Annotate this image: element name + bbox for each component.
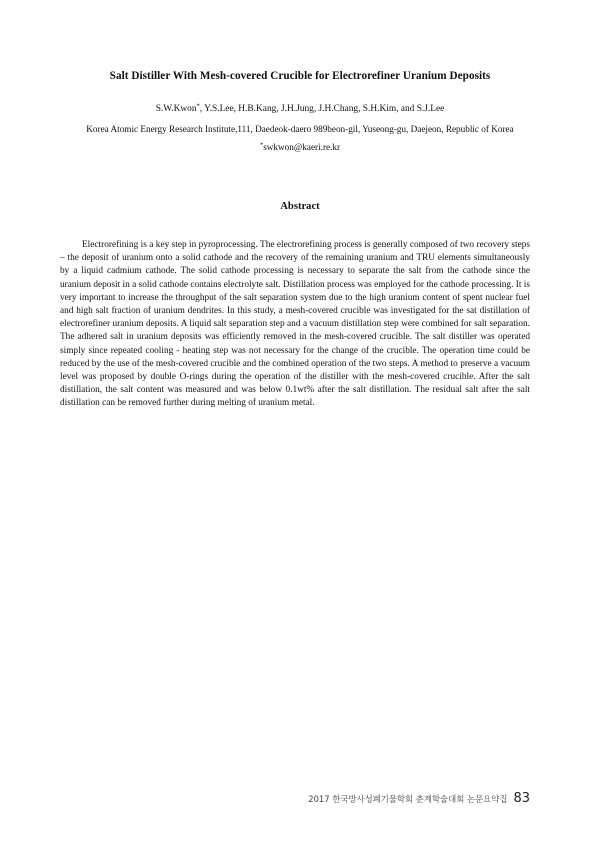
email-address: swkwon@kaeri.re.kr — [263, 142, 341, 152]
author-list — [40, 104, 560, 114]
abstract-heading: Abstract — [280, 201, 320, 212]
abstract-body: Electrorefining is a key step in pyroprocessing. The electrorefining process is generally composed of two recovery steps – the deposit of uranium onto a solid cathode and the recovery of the remaining uranium and TRU elements simultaneously by a liquid cadmium cathode. The solid cathode processing is necessary to separate the salt from the cathode since the uranium deposit in a solid cathode contains electrolyte salt. Distillation process was employed for the cathode processing. It is very important to increase the throughput of the salt separation system due to the high uranium content of spent nuclear fuel and high salt fraction of uranium dendrites. In this study, a mesh-covered crucible was investigated for the sat distillation of electrorefiner uranium deposits. A liquid salt separation step and a vacuum distillation step were combined for salt separation. The adhered salt in uranium deposits was efficiently removed in the mesh-covered crucible. The salt distiller was operated simply since repeated cooling - heating step was not necessary for the change of the crucible. The operation time could be reduced by the use of the mesh-covered crucible and the combined operation of the two steps. A method to preserve a vacuum level was proposed by double O-rings during the operation of the distiller with the mesh-covered crucible. After the salt distillation, the salt content was measured and was below 0.1wt% after the salt distillation. The residual salt after the salt distillation can be removed further during melting of uranium metal. — [60, 240, 530, 409]
paper-title: Salt Distiller With Mesh-covered Crucible for Electrorefiner Uranium Deposits — [109, 70, 491, 82]
first-author: S.W.Kwon — [155, 104, 197, 114]
corresponding-author-mark: * — [196, 102, 200, 110]
page-number: 83 — [513, 791, 530, 806]
email-mark: * — [259, 141, 264, 149]
contact-email — [40, 142, 560, 152]
page-footer — [308, 791, 530, 806]
footer-proceedings-title: 2017 한국방사성폐기물학회 춘계학술대회 논문요약집 — [308, 794, 508, 804]
affiliation: Korea Atomic Energy Research Institute,111, Daedeok-daero 989beon-gil, Yuseong-gu, Daejeon, Republic of Korea — [86, 124, 514, 134]
co-authors: , Y.S.Lee, H.B.Kang, J.H.Jung, J.H.Chang, S.H.Kim, and S.J.Lee — [199, 104, 445, 114]
